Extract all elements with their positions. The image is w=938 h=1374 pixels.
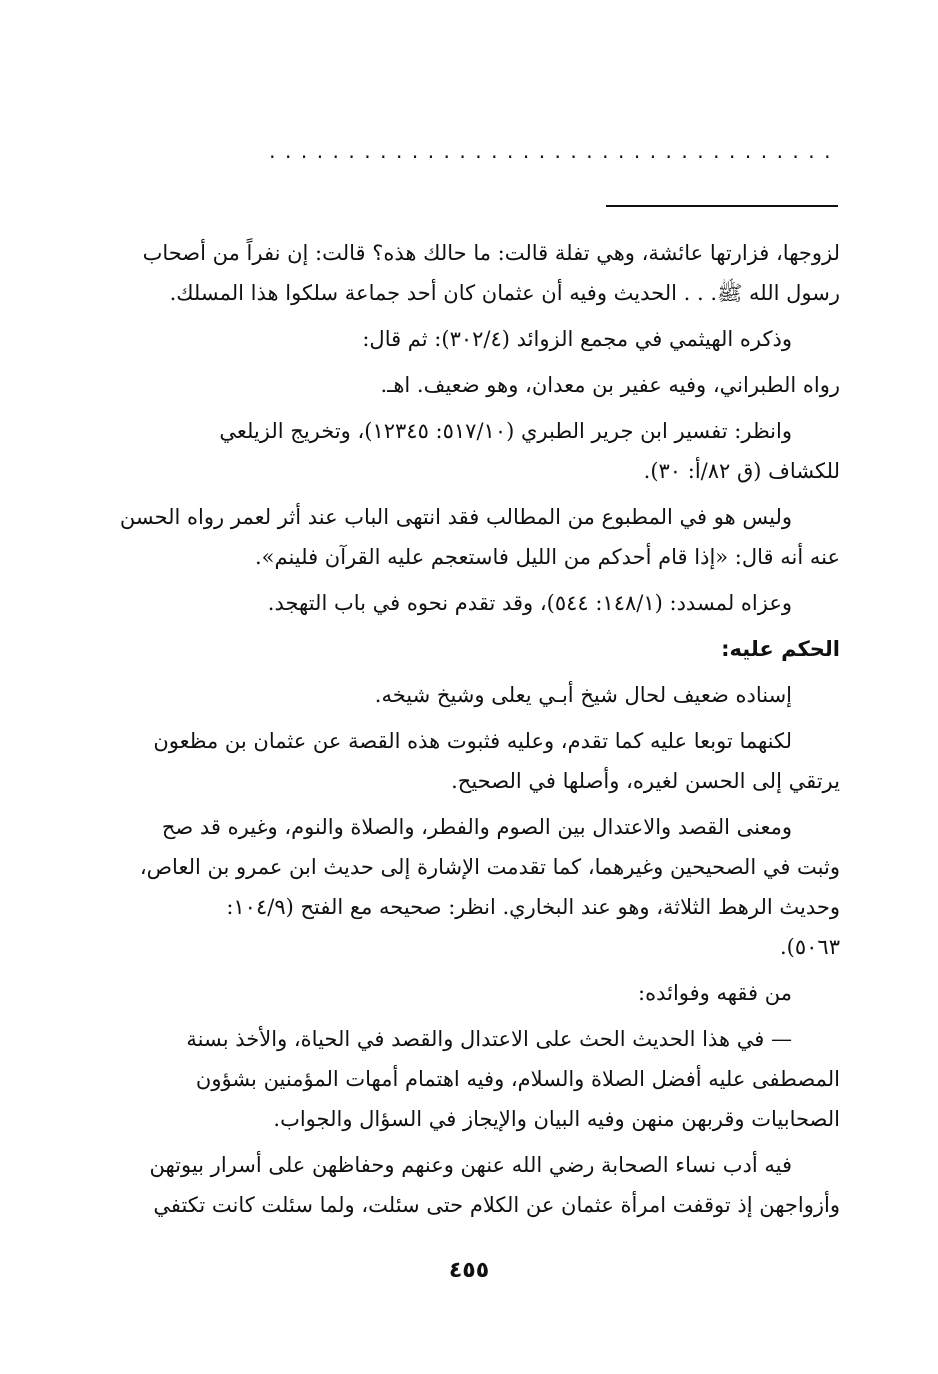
section-heading-benefits: من فقهه وفوائده: [638, 981, 792, 1005]
text-line: فيه أدب نساء الصحابة رضي الله عنهن وعنهم وحفاظهن على أسرار بيوتهن [149, 1153, 792, 1177]
text-line: وعزاه لمسدد: (١٤٨/١: ٥٤٤)، وقد تقدم نحوه في باب التهجد. [267, 591, 792, 615]
text-line: وحديث الرهط الثلاثة، وهو عند البخاري. انظر: صحيحه مع الفتح (١٠٤/٩: [226, 895, 840, 919]
text-line: ٥٠٦٣). [780, 935, 840, 959]
text-line: المصطفى عليه أفضل الصلاة والسلام، وفيه اهتمام أمهات المؤمنين بشؤون [195, 1067, 840, 1091]
page-number: ٤٥٥ [448, 1258, 490, 1283]
text-line: لكنهما توبعا عليه كما تقدم، وعليه فثبوت هذه القصة عن عثمان بن مظعون [153, 729, 792, 753]
paragraph [118, 1145, 840, 1225]
text-line: إسناده ضعيف لحال شيخ أبـي يعلى وشيخ شيخه. [374, 683, 792, 707]
text-line: وثبت في الصحيحين وغيرهما، كما تقدمت الإشارة إلى حديث ابن عمرو بن العاص، [139, 855, 840, 879]
text-line: رواه الطبراني، وفيه عفير بن معدان، وهو ضعيف. اهـ. [380, 373, 840, 397]
section-heading-ruling: الحكم عليه: [721, 637, 840, 661]
paragraph [118, 365, 840, 405]
paragraph [118, 583, 840, 623]
text-line: الصحابيات وقربهن منهن وفيه البيان والإيجاز في السؤال والجواب. [273, 1107, 840, 1131]
paragraph [118, 721, 840, 801]
text-line: لزوجها، فزارتها عائشة، وهي تفلة قالت: ما حالك هذه؟ قالت: إن نفراً من أصحاب [142, 241, 840, 265]
paragraph [118, 411, 840, 491]
text-line: عنه أنه قال: «إذا قام أحدكم من الليل فاستعجم عليه القرآن فلينم». [254, 545, 840, 569]
text-line: وذكره الهيثمي في مجمع الزوائد (٣٠٢/٤): ثم قال: [362, 327, 792, 351]
text-line: — في هذا الحديث الحث على الاعتدال والقصد في الحياة، والأخذ بسنة [186, 1027, 792, 1051]
paragraph [118, 1019, 840, 1139]
paragraph [118, 807, 840, 967]
text-line: رسول الله ﷺ. . . الحديث وفيه أن عثمان كان أحد جماعة سلكوا هذا المسلك. [169, 281, 840, 305]
text-line: ومعنى القصد والاعتدال بين الصوم والفطر، والصلاة والنوم، وغيره قد صح [161, 815, 792, 839]
footnote-rule [606, 205, 838, 207]
paragraph [118, 675, 840, 715]
paragraph [118, 233, 840, 313]
paragraph [118, 319, 840, 359]
text-line: وأزواجهن إذ توقفت امرأة عثمان عن الكلام حتى سئلت، ولما سئلت كانت تكتفي [153, 1193, 840, 1217]
text-line: للكشاف (ق ٨٢/أ: ٣٠). [643, 459, 840, 483]
text-line: وانظر: تفسير ابن جرير الطبري (٥١٧/١٠: ١٢٣٤٥)، وتخريج الزيلعي [219, 419, 792, 443]
text-line: يرتقي إلى الحسن لغيره، وأصلها في الصحيح. [451, 769, 840, 793]
page-body [118, 233, 840, 1231]
dotted-separator: .................................... [269, 144, 840, 158]
paragraph [118, 497, 840, 577]
text-line: وليس هو في المطبوع من المطالب فقد انتهى الباب عند أثر لعمر رواه الحسن [119, 505, 792, 529]
